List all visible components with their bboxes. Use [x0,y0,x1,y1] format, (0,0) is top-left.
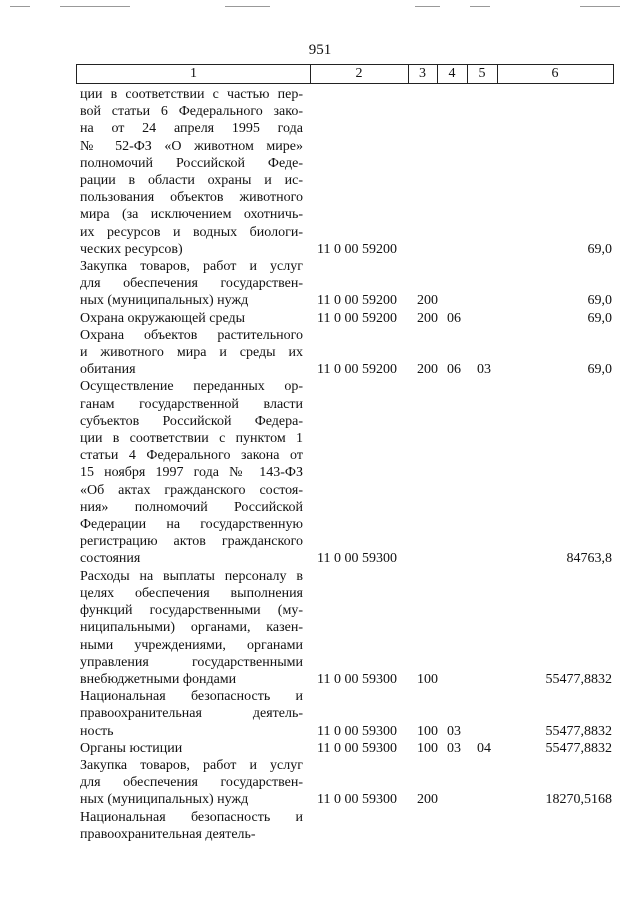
description-line: Расходы на выплаты персоналу в [80,568,303,584]
row-values [0,551,640,568]
expense-type: 200 [417,362,438,378]
description-line: ганам государственной власти [80,396,303,412]
row-values [0,241,640,258]
description-line: внебюджетными фондами [80,671,237,687]
description-line: обитания [80,362,136,378]
amount: 18270,5168 [545,792,612,808]
amount: 55477,8832 [545,671,612,687]
table-row [0,757,640,809]
description-line: их ресурсов и водных биологи- [80,224,303,240]
page-number: 951 [308,42,332,58]
table-row [0,378,640,567]
amount: 69,0 [587,310,612,326]
table-row [0,86,640,258]
description-line: правоохранительная деятель- [80,826,256,842]
table-row [0,327,640,379]
table-row [0,568,640,688]
budget-code: 11 0 00 59200 [317,362,397,378]
description-line: пользования объектов животного [80,190,303,206]
description-line: вой статьи 6 Федерального зако- [80,104,303,120]
subsection: 03 [477,362,491,378]
budget-code: 11 0 00 59300 [317,792,397,808]
description-line: 15 ноября 1997 года № 143-ФЗ [80,465,303,481]
subsection: 04 [477,740,491,756]
description-line: полномочий Российской Феде- [80,155,303,171]
amount: 69,0 [587,293,612,309]
description-line: Охрана объектов растительного [80,327,303,343]
description-line: ность [80,723,114,739]
row-values [0,310,640,327]
row-values [0,292,640,309]
description-line: функций государственными (му- [80,603,303,619]
budget-code: 11 0 00 59200 [317,310,397,326]
description-line: субъектов Российской Федера- [80,413,303,429]
description-line: ния» полномочий Российской [80,499,303,515]
amount: 84763,8 [566,551,612,567]
row-values [0,671,640,688]
row-description [80,378,303,567]
description-line: ции в соответствии с пунктом 1 [80,431,303,447]
table-row [0,258,640,310]
description-line: Охрана окружающей среды [80,310,246,326]
description-line: ных (муниципальных) нужд [80,792,249,808]
header-col-2: 2 [310,65,409,83]
expense-type: 100 [417,723,438,739]
description-line: «Об актах гражданского состоя- [80,482,303,498]
budget-code: 11 0 00 59300 [317,671,397,687]
description-line: Закупка товаров, работ и услуг [80,259,303,275]
expense-type: 200 [417,792,438,808]
row-values [0,826,640,843]
description-line: ции в соответствии с частью пер- [80,87,303,102]
description-line: Национальная безопасность и [80,689,303,705]
section: 06 [447,362,461,378]
table-row [0,688,640,740]
section: 03 [447,740,461,756]
budget-code: 11 0 00 59200 [317,241,397,257]
expense-type: 100 [417,740,438,756]
table-row [0,809,640,843]
table-body [0,86,640,843]
description-line: Органы юстиции [80,740,183,756]
description-line: для обеспечения государствен- [80,276,303,292]
row-description [80,86,303,258]
table-header [76,64,614,84]
description-line: Закупка товаров, работ и услуг [80,757,303,773]
scan-artifact-line [0,6,640,10]
description-line: ниципальными) органами, казен- [80,620,303,636]
budget-code: 11 0 00 59200 [317,293,397,309]
description-line: для обеспечения государствен- [80,775,303,791]
description-line: регистрацию актов гражданского [80,534,303,550]
budget-code: 11 0 00 59300 [317,551,397,567]
description-line: Федерации на государственную [80,517,303,533]
description-line: на от 24 апреля 1995 года [80,121,303,137]
section: 06 [447,310,461,326]
description-line: Национальная безопасность и [80,809,303,825]
header-col-6: 6 [551,66,559,81]
table-row [0,310,640,327]
description-line: статьи 4 Федерального закона от [80,448,303,464]
amount: 69,0 [587,241,612,257]
amount: 55477,8832 [545,740,612,756]
expense-type: 200 [417,293,438,309]
section: 03 [447,723,461,739]
description-line: ными учреждениями, органами [80,637,303,653]
row-values [0,791,640,808]
row-values [0,740,640,757]
description-line: состояния [80,551,141,567]
budget-code: 11 0 00 59300 [317,723,397,739]
description-line: мира (за исключением охотничь- [80,207,303,223]
amount: 55477,8832 [545,723,612,739]
expense-type: 200 [417,310,438,326]
row-values [0,723,640,740]
expense-type: 100 [417,671,438,687]
description-line: и животного мира и среды их [80,345,303,361]
amount: 69,0 [587,362,612,378]
description-line: ческих ресурсов) [80,241,183,257]
description-line: управления государственными [80,654,303,670]
header-col-5: 5 [467,65,498,83]
description-line: рации в области охраны и ис- [80,173,303,189]
budget-code: 11 0 00 59300 [317,740,397,756]
row-values [0,361,640,378]
description-line: целях обеспечения выполнения [80,585,303,601]
header-col-4: 4 [437,65,468,83]
header-col-1: 1 [77,65,311,83]
description-line: ных (муниципальных) нужд [80,293,249,309]
description-line: правоохранительная деятель- [80,706,303,722]
table-row [0,740,640,757]
description-line: Осуществление переданных ор- [80,379,303,395]
description-line: № 52-ФЗ «О животном мире» [80,138,303,154]
header-col-3: 3 [408,65,438,83]
